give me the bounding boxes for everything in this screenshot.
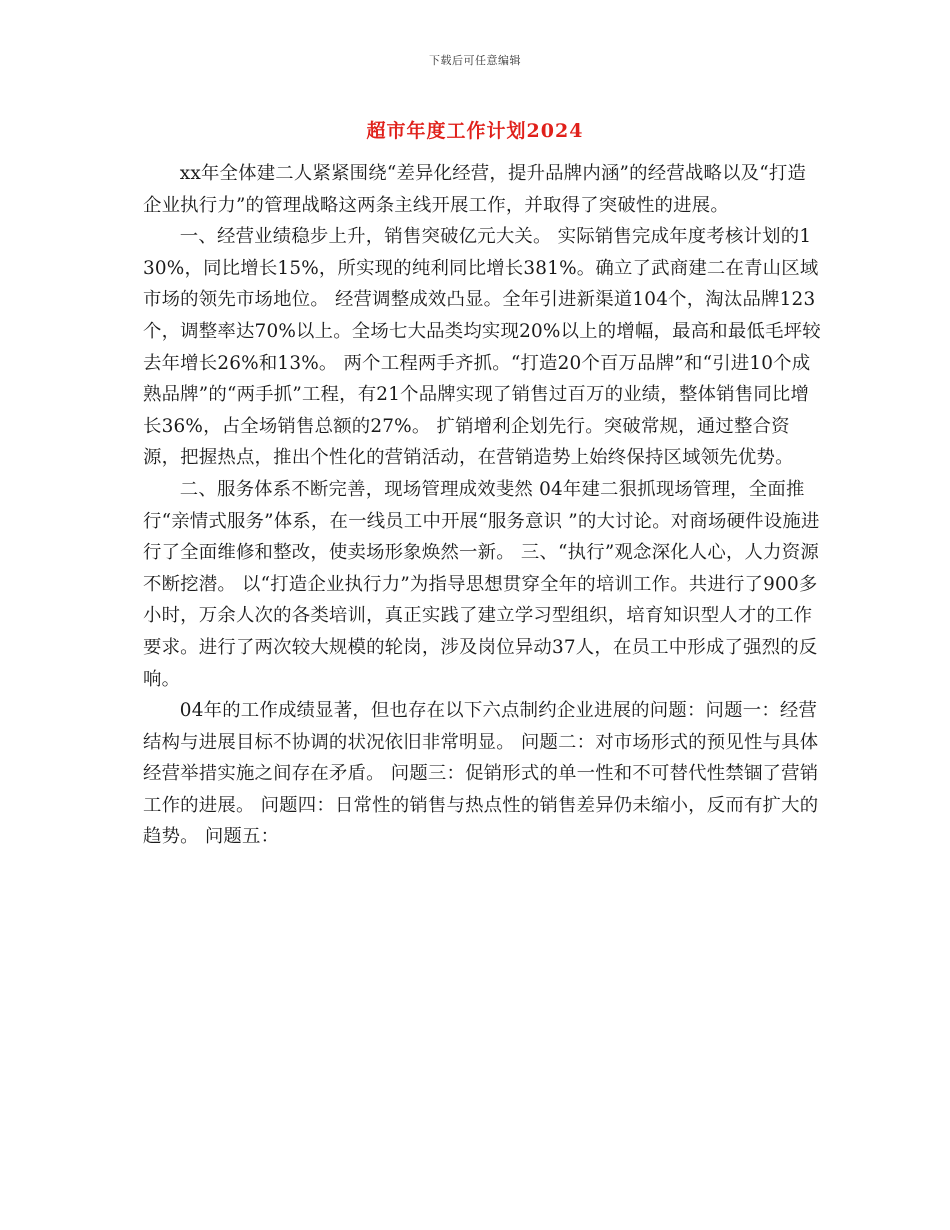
- paragraph-intro: xx年全体建二人紧紧围绕“差异化经营，提升品牌内涵”的经营战略以及“打造企业执行力”的管理战略这两条主线开展工作，并取得了突破性的进展。: [143, 163, 807, 216]
- document-title: 超市年度工作计划2024: [366, 120, 584, 142]
- page-header-note: 下载后可任意编辑: [429, 54, 521, 67]
- paragraph-problems: 04年的工作成绩显著，但也存在以下六点制约企业进展的问题：问题一：经营结构与进展目标不协调的状况依旧非常明显。 问题二：对市场形式的预见性与具体经营举措实施之间存在矛盾。 问题三：促销形式的单一性和不可替代性禁锢了营销工作的进展。 问题四：日常性的销售与热点性的销售差异仍未缩小，反而有扩大的趋势。 问题五：: [143, 700, 819, 848]
- paragraph-business-performance: 一、经营业绩稳步上升，销售突破亿元大关。 实际销售完成年度考核计划的130%，同比增长15%，所实现的纯利同比增长381%。确立了武商建二在青山区域市场的领先市场地位。 经营调整成效凸显。全年引进新渠道104个，淘汰品牌123个，调整率达70%以上。全场七大品类均实现20%以上的增幅，最高和最低毛坪较去年增长26%和13%。 两个工程两手齐抓。“打造20个百万品牌”和“引进10个成熟品牌”的“两手抓”工程，有21个品牌实现了销售过百万的业绩，整体销售同比增长36%，占全场销售总额的27%。 扩销增利企划先行。突破常规，通过整合资源，把握热点，推出个性化的营销活动，在营销造势上始终保持区域领先优势。: [143, 226, 821, 469]
- paragraph-service-and-hr: 二、服务体系不断完善，现场管理成效斐然 04年建二狠抓现场管理，全面推行“亲情式服务”体系，在一线员工中开展“服务意识 ”的大讨论。对商场硬件设施进行了全面维修和整改，使卖场形象焕然一新。 三、“执行”观念深化人心，人力资源不断挖潜。 以“打造企业执行力”为指导思想贯穿全年的培训工作。共进行了900多小时，万余人次的各类培训，真正实践了建立学习型组织，培育知识型人才的工作要求。进行了两次较大规模的轮岗，涉及岗位异动37人，在员工中形成了强烈的反响。: [143, 478, 820, 690]
- document-body: [143, 158, 823, 853]
